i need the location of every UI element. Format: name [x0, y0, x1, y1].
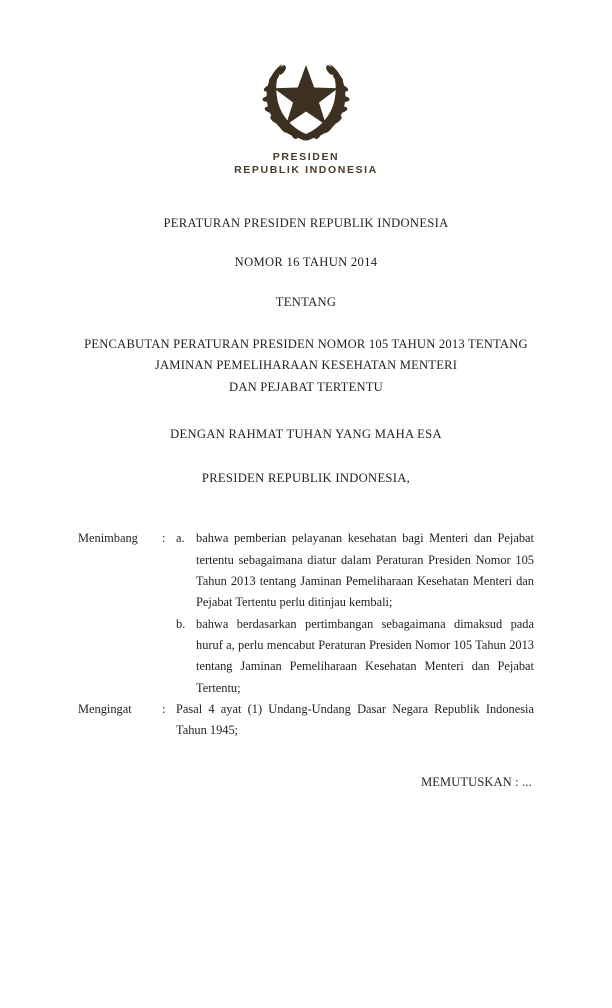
recalling-block — [78, 699, 534, 742]
title-block — [78, 214, 534, 488]
considering-item-b — [78, 614, 534, 699]
recalling-label: Mengingat — [78, 701, 132, 716]
emblem-caption-line-2: REPUBLIK INDONESIA — [234, 164, 378, 177]
considering-item-a — [78, 528, 534, 613]
recalling-text: Pasal 4 ayat (1) Undang-Undang Dasar Negara Republik Indonesia Tahun 1945; — [176, 701, 534, 738]
decision-line: MEMUTUSKAN : ... — [421, 774, 532, 789]
considering-text-b: bahwa berdasarkan pertimbangan sebagaimana dimaksud pada huruf a, perlu mencabut Peraturan Presiden Nomor 105 Tahun 2013 tentang Jaminan Pemeliharaan Kesehatan Menteri dan Pejabat Tertentu; — [196, 616, 534, 695]
authority-line: PRESIDEN REPUBLIK INDONESIA, — [201, 471, 411, 486]
considering-label: Menimbang — [78, 531, 138, 546]
recalling-colon: : — [162, 701, 166, 716]
subject-line-1: PENCABUTAN PERATURAN PRESIDEN NOMOR 105 TAHUN 2013 TENTANG — [84, 336, 528, 351]
considering-marker-a: a. — [176, 531, 185, 546]
subject-line-2: JAMINAN PEMELIHARAAN KESEHATAN MENTERI — [154, 358, 458, 373]
emblem-caption-line-1: PRESIDEN — [272, 151, 340, 163]
emblem-caption — [78, 151, 534, 178]
considering-text-a: bahwa pemberian pelayanan kesehatan bagi Menteri dan Pejabat tertentu sebagaimana diatur dalam Peraturan Presiden Nomor 105 Tahun 2013 tentang Jaminan Pemeliharaan Kesehatan Menteri dan Pejabat Tertentu perlu ditinjau kembali; — [196, 531, 534, 610]
considering-marker-b: b. — [176, 616, 186, 631]
regulation-number: NOMOR 16 TAHUN 2014 — [234, 254, 378, 269]
emblem-container — [78, 0, 534, 178]
considering-colon: : — [162, 531, 166, 546]
subject-line-3: DAN PEJABAT TERTENTU — [229, 379, 383, 394]
garuda-star-emblem-icon — [250, 52, 362, 144]
regulation-title: PERATURAN PRESIDEN REPUBLIK INDONESIA — [163, 215, 449, 230]
considering-block — [78, 528, 534, 793]
blessing-line: DENGAN RAHMAT TUHAN YANG MAHA ESA — [170, 426, 442, 441]
about-label: TENTANG — [275, 294, 337, 309]
